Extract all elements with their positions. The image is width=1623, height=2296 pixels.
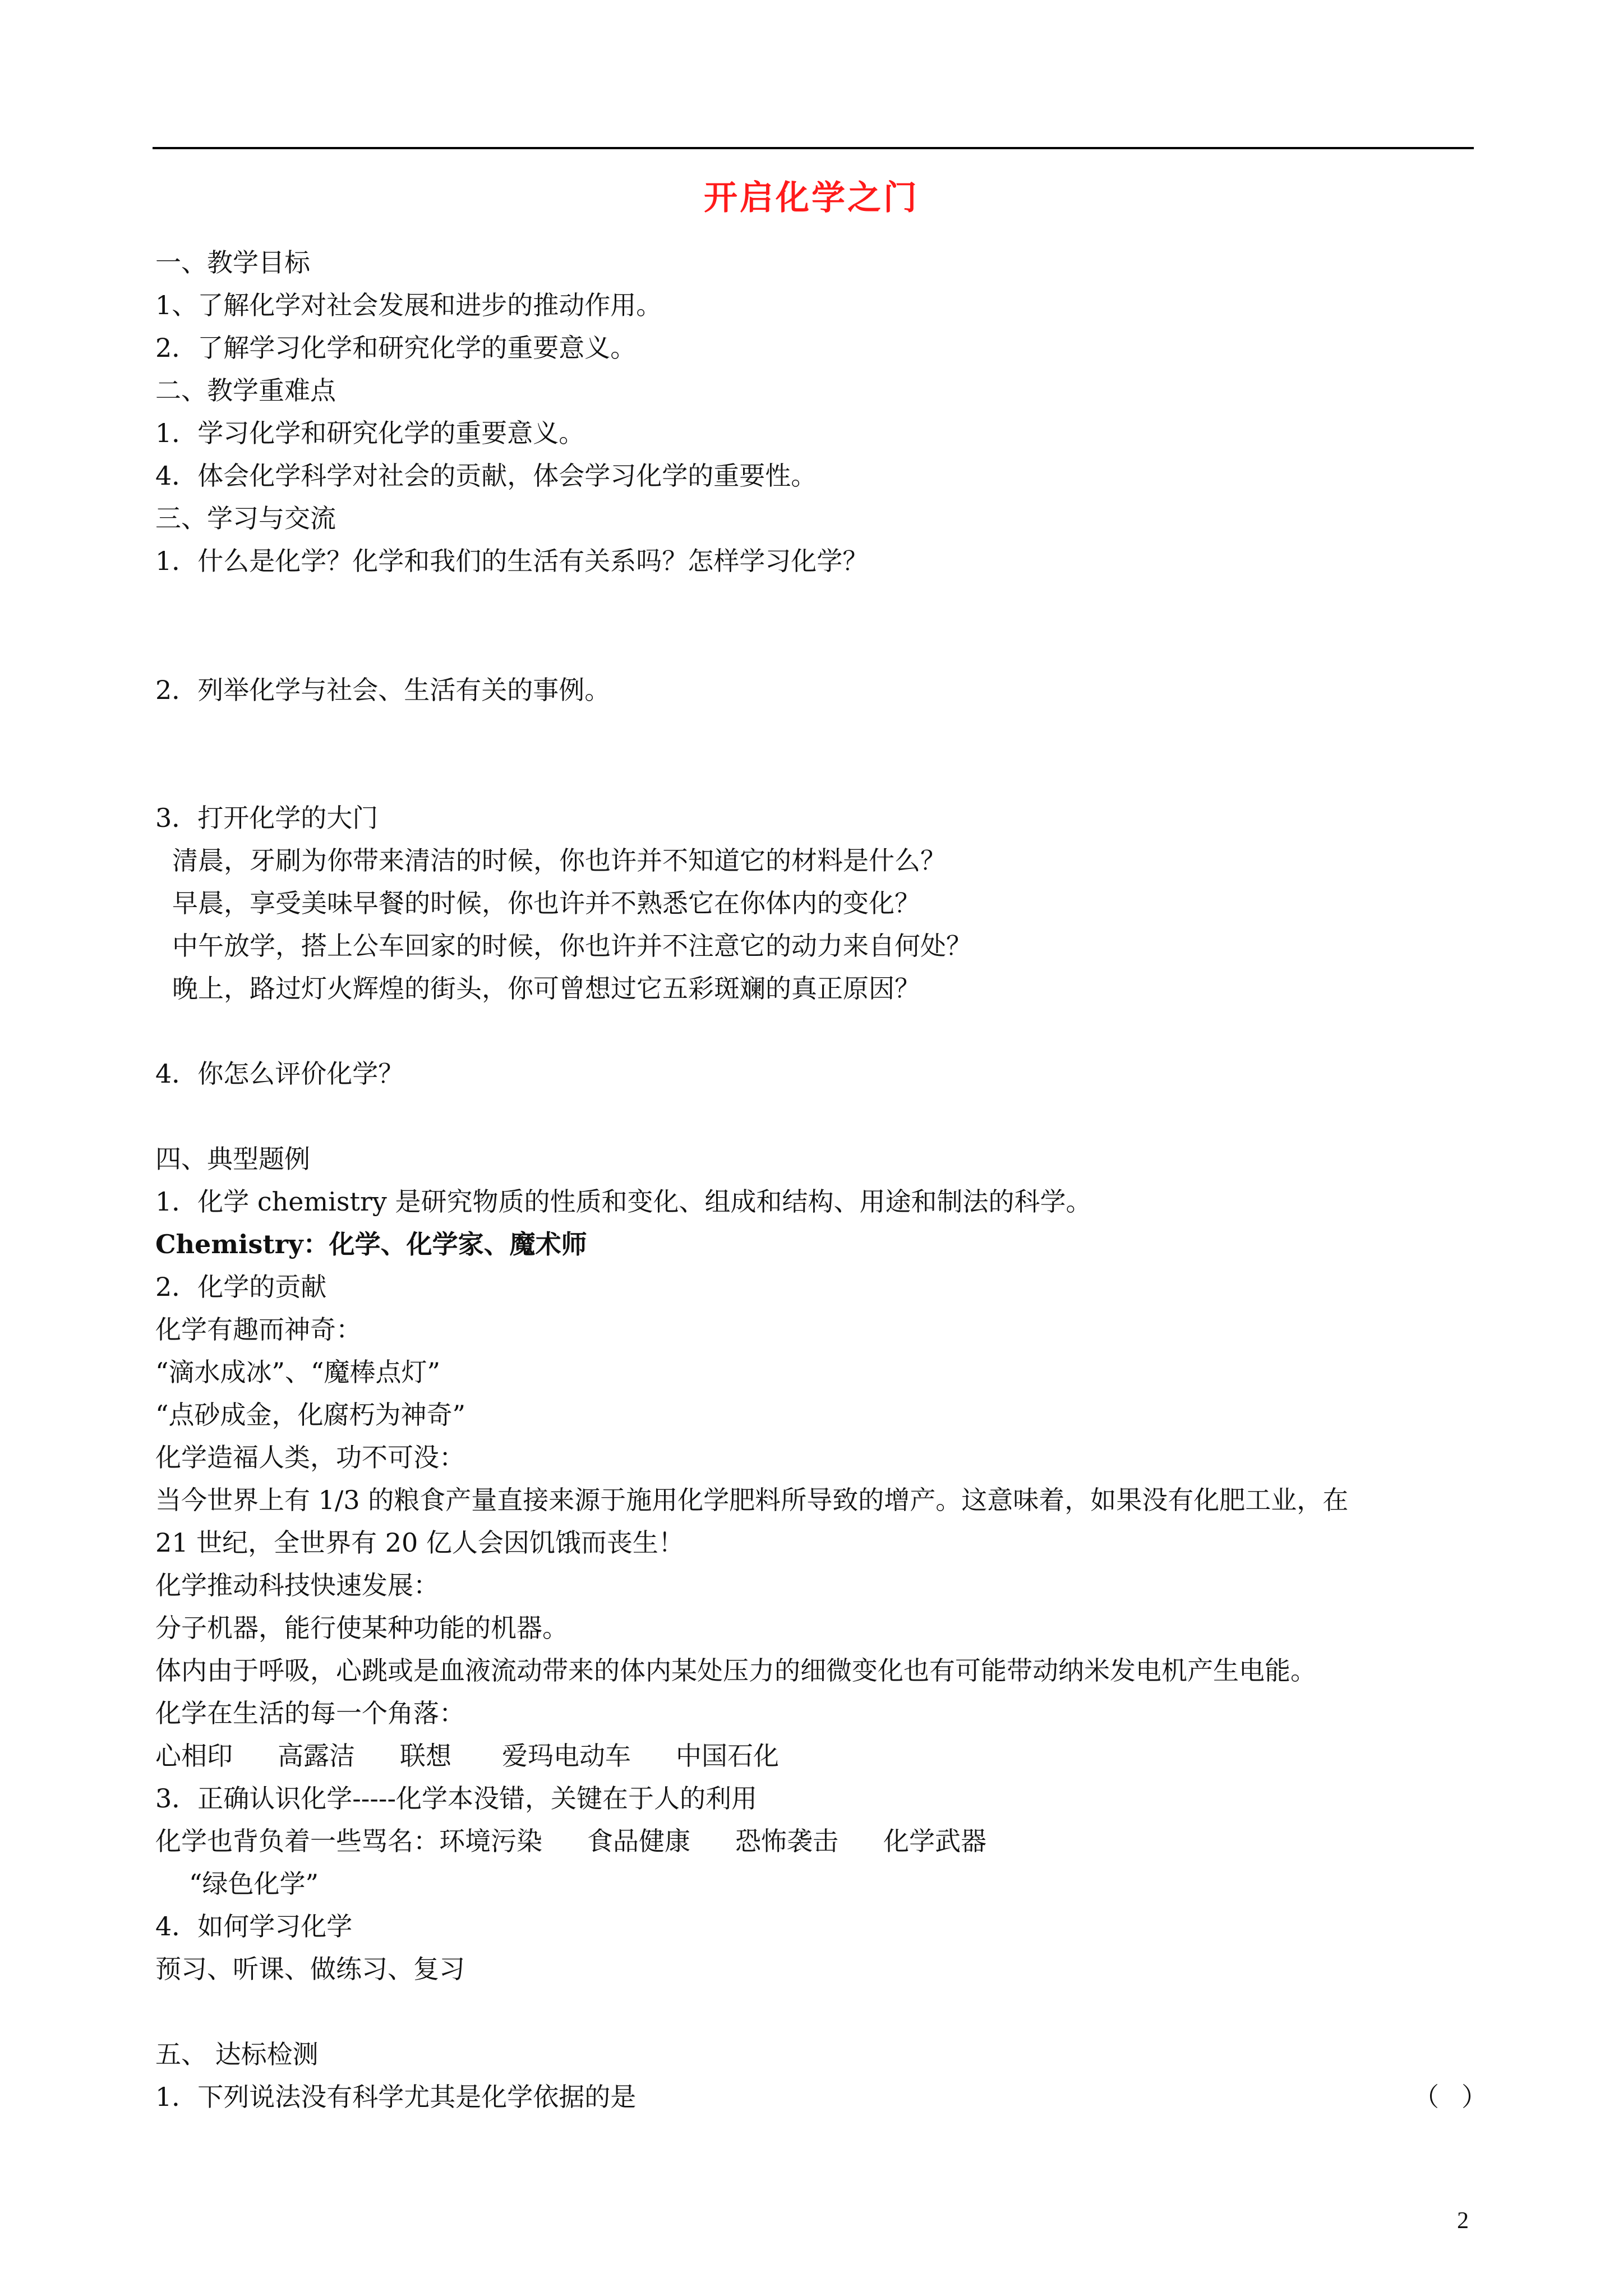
example-green-chemistry: “绿色化学” (189, 1869, 319, 1899)
page-title: 开启化学之门 (704, 178, 919, 218)
example-benefit-text-1: 当今世界上有 1/3 的粮食产量直接来源于施用化学肥料所导致的增产。这意味着，如果没有化肥工业，在 (155, 1485, 1349, 1515)
example-correct-view: 3．正确认识化学-----化学本没错，关键在于人的利用 (155, 1783, 757, 1814)
example-how-to-learn: 4．如何学习化学 (155, 1911, 353, 1941)
example-definition: 1．化学 chemistry 是研究物质的性质和变化、组成和结构、用途和制法的科学。 (155, 1186, 1092, 1217)
example-quote-2: “点砂成金，化腐朽为神奇” (155, 1400, 466, 1430)
section-heading-key-points: 二、教学重难点 (155, 375, 336, 406)
key-point-2: 4．体会化学科学对社会的贡献，体会学习化学的重要性。 (155, 461, 817, 491)
example-quote-1: “滴水成冰”、“魔棒点灯” (155, 1357, 441, 1387)
brand-item: 中国石化 (676, 1741, 779, 1771)
issue-item: 化学武器 (883, 1826, 986, 1856)
brand-item: 爱玛电动车 (502, 1741, 631, 1771)
example-brand-list (155, 1739, 779, 1773)
assessment-question-1: 1．下列说法没有科学尤其是化学依据的是 (155, 2082, 637, 2112)
example-interesting: 化学有趣而神奇： (155, 1314, 362, 1345)
objective-2: 2．了解学习化学和研究化学的重要意义。 (155, 333, 637, 363)
example-tech-heading: 化学推动科技快速发展： (155, 1570, 439, 1600)
objective-1: 1、了解化学对社会发展和进步的推动作用。 (155, 290, 662, 320)
section-heading-objectives: 一、教学目标 (155, 247, 310, 278)
exchange-paragraph-noon: 中午放学，搭上公车回家的时候，你也许并不注意它的动力来自何处？ (172, 931, 972, 961)
section-heading-assessment: 五、 达标检测 (155, 2039, 319, 2069)
example-benefit-text-2: 21 世纪，全世界有 20 亿人会因饥饿而丧生！ (155, 1527, 684, 1558)
brand-item: 高露洁 (278, 1741, 355, 1771)
example-molecular-machine: 分子机器，能行使某种功能的机器。 (155, 1613, 568, 1643)
example-everyday-heading: 化学在生活的每一个角落： (155, 1698, 465, 1728)
brand-item: 心相印 (155, 1741, 233, 1771)
example-benefit-heading: 化学造福人类，功不可没： (155, 1442, 465, 1473)
exchange-question-1: 1．什么是化学？化学和我们的生活有关系吗？怎样学习化学？ (155, 546, 869, 576)
exchange-paragraph-morning: 清晨，牙刷为你带来清洁的时候，你也许并不知道它的材料是什么？ (172, 845, 946, 876)
header-rule (153, 147, 1474, 149)
section-heading-exchange: 三、学习与交流 (155, 503, 336, 533)
exchange-paragraph-breakfast: 早晨，享受美味早餐的时候，你也许并不熟悉它在你体内的变化？ (172, 888, 920, 918)
example-chemistry-meanings: Chemistry：化学、化学家、魔术师 (155, 1229, 587, 1259)
section-heading-examples: 四、典型题例 (155, 1144, 310, 1174)
exchange-question-2: 2．列举化学与社会、生活有关的事例。 (155, 675, 611, 705)
exchange-question-3: 3．打开化学的大门 (155, 803, 379, 833)
example-nano-generator: 体内由于呼吸，心跳或是血液流动带来的体内某处压力的细微变化也有可能带动纳米发电机产生电能。 (155, 1655, 1316, 1686)
example-bad-reputation: 化学也背负着一些骂名：环境污染 食品健康 恐怖袭击 化学武器 (155, 1826, 986, 1856)
page-number: 2 (1457, 2208, 1469, 2234)
exchange-paragraph-evening: 晚上，路过灯火辉煌的街头，你可曾想过它五彩斑斓的真正原因？ (172, 973, 920, 1004)
answer-blank: （ ） (1413, 2082, 1487, 2112)
issue-item: 食品健康 (587, 1826, 690, 1856)
exchange-question-4: 4．你怎么评价化学？ (155, 1059, 404, 1089)
key-point-1: 1．学习化学和研究化学的重要意义。 (155, 418, 585, 448)
example-contribution-heading: 2．化学的贡献 (155, 1272, 327, 1302)
issue-item: 恐怖袭击 (735, 1826, 838, 1856)
example-learning-steps: 预习、听课、做练习、复习 (155, 1954, 465, 1984)
brand-item: 联想 (400, 1741, 451, 1771)
